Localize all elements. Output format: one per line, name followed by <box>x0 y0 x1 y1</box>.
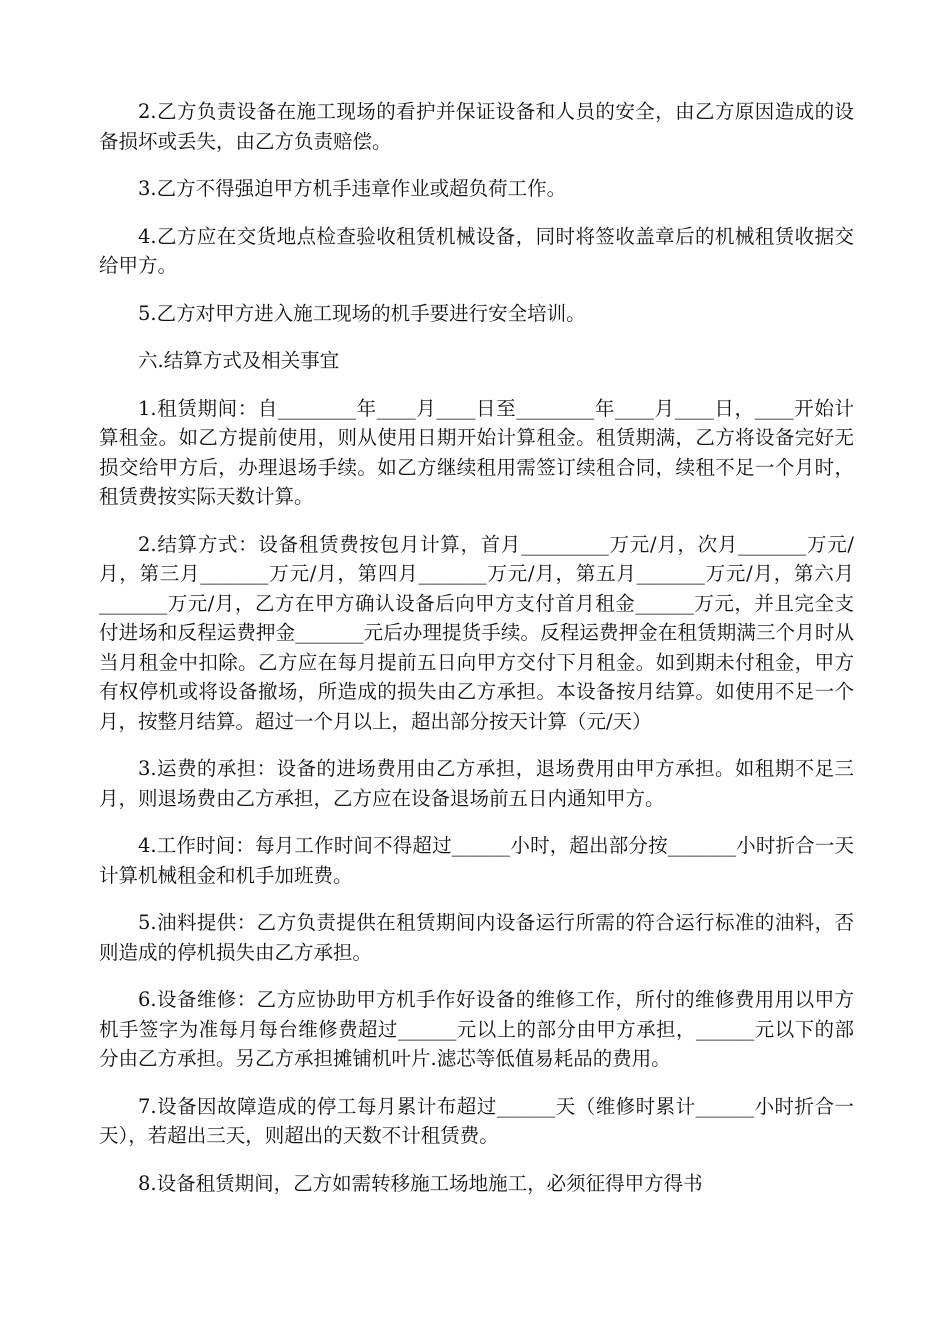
clause-1-lease-period: 1.租赁期间：自________年____月____日至________年____月____日，____开始计算租金。如乙方提前使用，则从使用日期开始计算租金。租赁期满，乙方将设备完好无损交给甲方后，办理退场手续。如乙方继续租用需签订续租合同，续租不足一个月时，租赁费按实际天数计算。 <box>99 396 854 508</box>
section-6-heading: 六.结算方式及相关事宜 <box>138 349 340 372</box>
clause-7-downtime: 7.设备因故障造成的停工每月累计布超过______天（维修时累计______小时折合一天），若超出三天，则超出的天数不计租赁费。 <box>99 1094 854 1147</box>
clause-3-no-forced-overwork: 3.乙方不得强迫甲方机手违章作业或超负荷工作。 <box>138 177 567 200</box>
document-page <box>99 97 854 1216</box>
clause-3-freight: 3.运费的承担：设备的进场费用由乙方承担，退场费用由甲方承担。如租期不足三月，则退场费由乙方承担，乙方应在设备退场前五日内通知甲方。 <box>99 757 854 810</box>
clause-8-site-transfer: 8.设备租赁期间，乙方如需转移施工场地施工，必须征得甲方得书 <box>138 1171 703 1195</box>
clause-5-fuel-supply: 5.油料提供：乙方负责提供在租赁期间内设备运行所需的符合运行标准的油料，否则造成的停机损失由乙方承担。 <box>99 911 854 964</box>
clause-5-safety-training: 5.乙方对甲方进入施工现场的机手要进行安全培训。 <box>138 301 586 325</box>
clause-2-settlement-method: 2.结算方式：设备租赁费按包月计算，首月_________万元/月，次月_______万元/月，第三月_______万元/月，第四月_______万元/月，第五月_______万元/月，第六月_______万元/月，乙方在甲方确认设备后向甲方支付首月租金______万元，并且完全支付进场和反程运费押金_______元后办理提货手续。反程运费押金在租赁期满三个月时从当月租金中扣除。乙方应在每月提前五日向甲方交付下月租金。如到期未付租金，甲方有权停机或将设备撤场，所造成的损失由乙方承担。本设备按月结算。如使用不足一个月，按整月结算。超过一个月以上，超出部分按天计算（元/天） <box>99 532 854 733</box>
clause-6-maintenance: 6.设备维修：乙方应协助甲方机手作好设备的维修工作，所付的维修费用用以甲方机手签字为准每月每台维修费超过______元以上的部分由甲方承担，______元以下的部分由乙方承担。另乙方承担摊铺机叶片.滤芯等低值易耗品的费用。 <box>99 988 854 1070</box>
clause-4-working-hours: 4.工作时间：每月工作时间不得超过______小时，超出部分按_______小时折合一天计算机械租金和机手加班费。 <box>99 834 854 887</box>
clause-4-delivery-inspection: 4.乙方应在交货地点检查验收租赁机械设备，同时将签收盖章后的机械租赁收据交给甲方。 <box>99 224 854 277</box>
clause-2-equipment-custody: 2.乙方负责设备在施工现场的看护并保证设备和人员的安全，由乙方原因造成的设备损坏或丢失，由乙方负责赔偿。 <box>99 100 854 153</box>
